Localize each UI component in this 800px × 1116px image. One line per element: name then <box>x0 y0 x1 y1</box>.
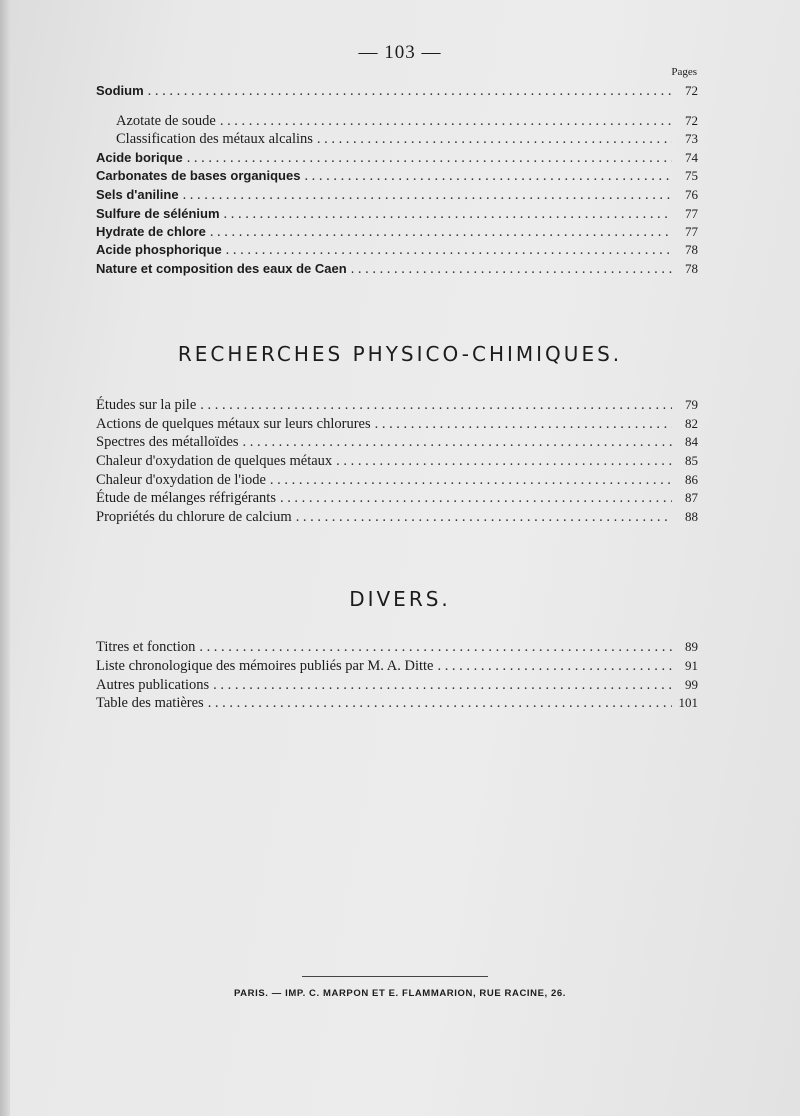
toc-entry-page: 82 <box>685 416 698 431</box>
toc-entry <box>96 508 698 526</box>
toc-entry <box>96 433 698 451</box>
toc-entry <box>96 167 698 185</box>
toc-entry-page: 91 <box>685 658 698 673</box>
dot-leader <box>200 396 672 414</box>
toc-entry-page: 74 <box>685 150 698 165</box>
toc-entry-label: Études sur la pile <box>96 397 197 413</box>
toc-entry <box>96 396 698 414</box>
toc-entry <box>96 130 698 148</box>
page-number: — 103 — <box>358 42 442 63</box>
toc-entry <box>96 205 698 223</box>
section-heading: RECHERCHES PHYSICO-CHIMIQUES. <box>177 342 623 366</box>
toc-entry-page: 101 <box>678 695 698 710</box>
dot-leader <box>437 657 672 675</box>
toc-entry-label: Hydrate de chlore <box>96 224 206 239</box>
dot-leader <box>220 112 672 130</box>
dot-leader <box>187 149 672 167</box>
toc-entry <box>96 452 698 470</box>
printer-imprint: PARIS. — IMP. C. MARPON ET E. FLAMMARION, RUE RACINE, 26. <box>233 988 567 999</box>
toc-entry-page: 72 <box>685 83 698 98</box>
dot-leader <box>210 223 672 241</box>
toc-entry-label: Autres publications <box>96 677 210 693</box>
toc-entry-page: 75 <box>685 168 698 183</box>
toc-entry-label: Sels d'aniline <box>96 187 179 202</box>
toc-entry <box>96 694 698 712</box>
toc-entry-label: Actions de quelques métaux sur leurs chlorures <box>96 416 371 432</box>
toc-entry <box>96 112 698 130</box>
toc-entry-page: 79 <box>685 397 698 412</box>
toc-entry-page: 99 <box>685 677 698 692</box>
toc-entry-page: 77 <box>685 224 698 239</box>
dot-leader <box>317 130 672 148</box>
toc-entry-page: 78 <box>685 261 698 276</box>
toc-entry-label: Acide phosphorique <box>96 242 222 257</box>
toc-entry <box>96 241 698 259</box>
toc-entry <box>96 489 698 507</box>
toc-entry <box>96 223 698 241</box>
dot-leader <box>226 241 672 259</box>
page-edge-shadow <box>0 0 10 1116</box>
toc-entry-label: Acide borique <box>96 150 183 165</box>
imprint-rule <box>302 976 488 977</box>
dot-leader <box>148 82 672 100</box>
toc-entry-label: Azotate de soude <box>116 113 216 129</box>
toc-entry-label: Sodium <box>96 83 144 98</box>
dot-leader <box>224 205 672 223</box>
toc-entry-label: Table des matières <box>96 695 204 711</box>
toc-entry-label: Classification des métaux alcalins <box>116 131 313 147</box>
dot-leader <box>280 489 672 507</box>
dot-leader <box>296 508 672 526</box>
dot-leader <box>336 452 672 470</box>
dot-leader <box>183 186 672 204</box>
toc-entry <box>96 149 698 167</box>
toc-entry-page: 86 <box>685 472 698 487</box>
toc-entry-page: 87 <box>685 490 698 505</box>
toc-entry-page: 72 <box>685 113 698 128</box>
toc-entry-page: 77 <box>685 206 698 221</box>
toc-entry-page: 76 <box>685 187 698 202</box>
toc-entry-label: Carbonates de bases organiques <box>96 168 301 183</box>
toc-entry-page: 88 <box>685 509 698 524</box>
toc-entry-page: 78 <box>685 242 698 257</box>
pages-column-label: Pages <box>671 66 697 78</box>
dot-leader <box>213 676 672 694</box>
toc-entry-label: Propriétés du chlorure de calcium <box>96 509 292 525</box>
toc-entry-label: Étude de mélanges réfrigérants <box>96 490 276 506</box>
toc-entry <box>96 676 698 694</box>
dot-leader <box>208 694 672 712</box>
dot-leader <box>375 415 672 433</box>
toc-entry-label: Liste chronologique des mémoires publiés par M. A. Ditte <box>96 658 434 674</box>
toc-entry-label: Titres et fonction <box>96 639 196 655</box>
toc-entry <box>96 186 698 204</box>
toc-entry-page: 89 <box>685 639 698 654</box>
toc-entry-page: 73 <box>685 131 698 146</box>
toc-entry-page: 84 <box>685 434 698 449</box>
toc-entry <box>96 415 698 433</box>
dot-leader <box>270 471 672 489</box>
dot-leader <box>304 167 672 185</box>
section-heading: DIVERS. <box>349 587 451 611</box>
toc-entry-label: Chaleur d'oxydation de l'iode <box>96 472 266 488</box>
dot-leader <box>199 638 672 656</box>
dot-leader <box>243 433 672 451</box>
dot-leader <box>351 260 672 278</box>
toc-entry-label: Spectres des métalloïdes <box>96 434 239 450</box>
toc-entry-page: 85 <box>685 453 698 468</box>
toc-entry <box>96 471 698 489</box>
toc-entry <box>96 82 698 100</box>
toc-entry-label: Sulfure de sélénium <box>96 206 220 221</box>
toc-entry-label: Chaleur d'oxydation de quelques métaux <box>96 453 333 469</box>
toc-entry <box>96 638 698 656</box>
toc-entry <box>96 657 698 675</box>
toc-entry-label: Nature et composition des eaux de Caen <box>96 261 347 276</box>
toc-entry <box>96 260 698 278</box>
